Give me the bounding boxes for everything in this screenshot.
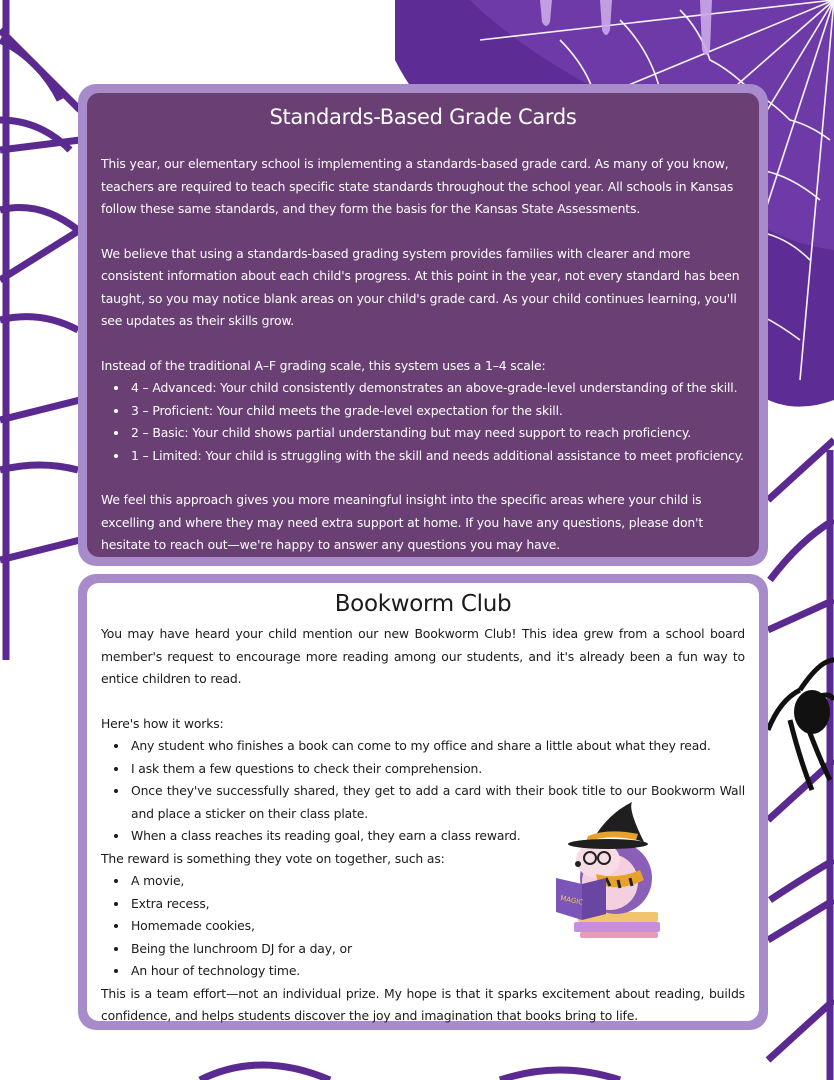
- reward-item: • A movie,: [129, 870, 569, 893]
- reward-list: [101, 870, 569, 983]
- how-item: • When a class reaches its reading goal, they earn a class reward.: [129, 825, 745, 848]
- how-item: • Any student who finishes a book can come to my office and share a little about what they read.: [129, 735, 745, 758]
- how-item: • Once they've successfully shared, they get to add a card with their book title to our Bookworm Wall and place a sticker on their class plate.: [129, 780, 745, 825]
- standards-paragraph-3: We feel this approach gives you more meaningful insight into the specific areas where your child is excelling and where they may need extra support at home. If you have any questions, please don't hesitate to reach out—we're happy to answer any questions you may have.: [101, 492, 704, 552]
- reward-item: • An hour of technology time.: [129, 960, 569, 983]
- bookworm-title: Bookworm Club: [334, 591, 512, 617]
- book-label: MAGIC: [559, 894, 584, 907]
- scale-item-proficient: • 3 – Proficient: Your child meets the grade-level expectation for the skill.: [129, 400, 745, 423]
- how-intro: Here's how it works:: [101, 715, 224, 731]
- standards-title: Standards-Based Grade Cards: [269, 105, 577, 129]
- standards-card-body: [87, 93, 759, 557]
- scale-item-advanced: • 4 – Advanced: Your child consistently demonstrates an above-grade-level understanding of the skill.: [129, 377, 745, 400]
- hedgehog-wizard-reading-icon: [548, 800, 668, 940]
- spider-body-icon: [794, 690, 830, 734]
- bookworm-paragraph-1: You may have heard your child mention our new Bookworm Club! This idea grew from a school board member's request to encourage more reading among our students, and it's already been a fun way to entice children to read.: [101, 626, 745, 686]
- reward-item: • Homemade cookies,: [129, 915, 569, 938]
- reward-intro: The reward is something they vote on together, such as:: [101, 850, 445, 866]
- bookworm-closing: This is a team effort—not an individual prize. My hope is that it sparks excitement about reading, builds confidence, and helps students discover the joy and imagination that books bring to life.: [101, 985, 745, 1023]
- reward-item: • Extra recess,: [129, 893, 569, 916]
- spiderweb-left-icon: [0, 0, 80, 660]
- scale-intro: Instead of the traditional A–F grading scale, this system uses a 1–4 scale:: [101, 357, 546, 373]
- standards-paragraph-1: This year, our elementary school is implementing a standards-based grade card. As many of you know, teachers are required to teach specific state standards throughout the school year. All schools in Kansas follow these same standards, and they form the basis for the Kansas State Assessments.: [101, 156, 734, 216]
- scale-item-limited: • 1 – Limited: Your child is struggling with the skill and needs additional assistance to meet proficiency.: [129, 445, 745, 468]
- standards-card: [78, 84, 768, 566]
- reward-item: • Being the lunchroom DJ for a day, or: [129, 938, 569, 961]
- standards-paragraph-2: We believe that using a standards-based grading system provides families with clearer and more consistent information about each child's progress. At this point in the year, not every standard has been taught, so you may notice blank areas on your child's grade card. As your child continues learning, you'll see updates as their skills grow.: [101, 245, 740, 328]
- spiderweb-bottom-icon: [200, 1065, 620, 1080]
- scale-item-basic: • 2 – Basic: Your child shows partial understanding but may need support to reach proficiency.: [129, 422, 745, 445]
- how-item: • I ask them a few questions to check their comprehension.: [129, 758, 745, 781]
- scale-list: [101, 377, 745, 467]
